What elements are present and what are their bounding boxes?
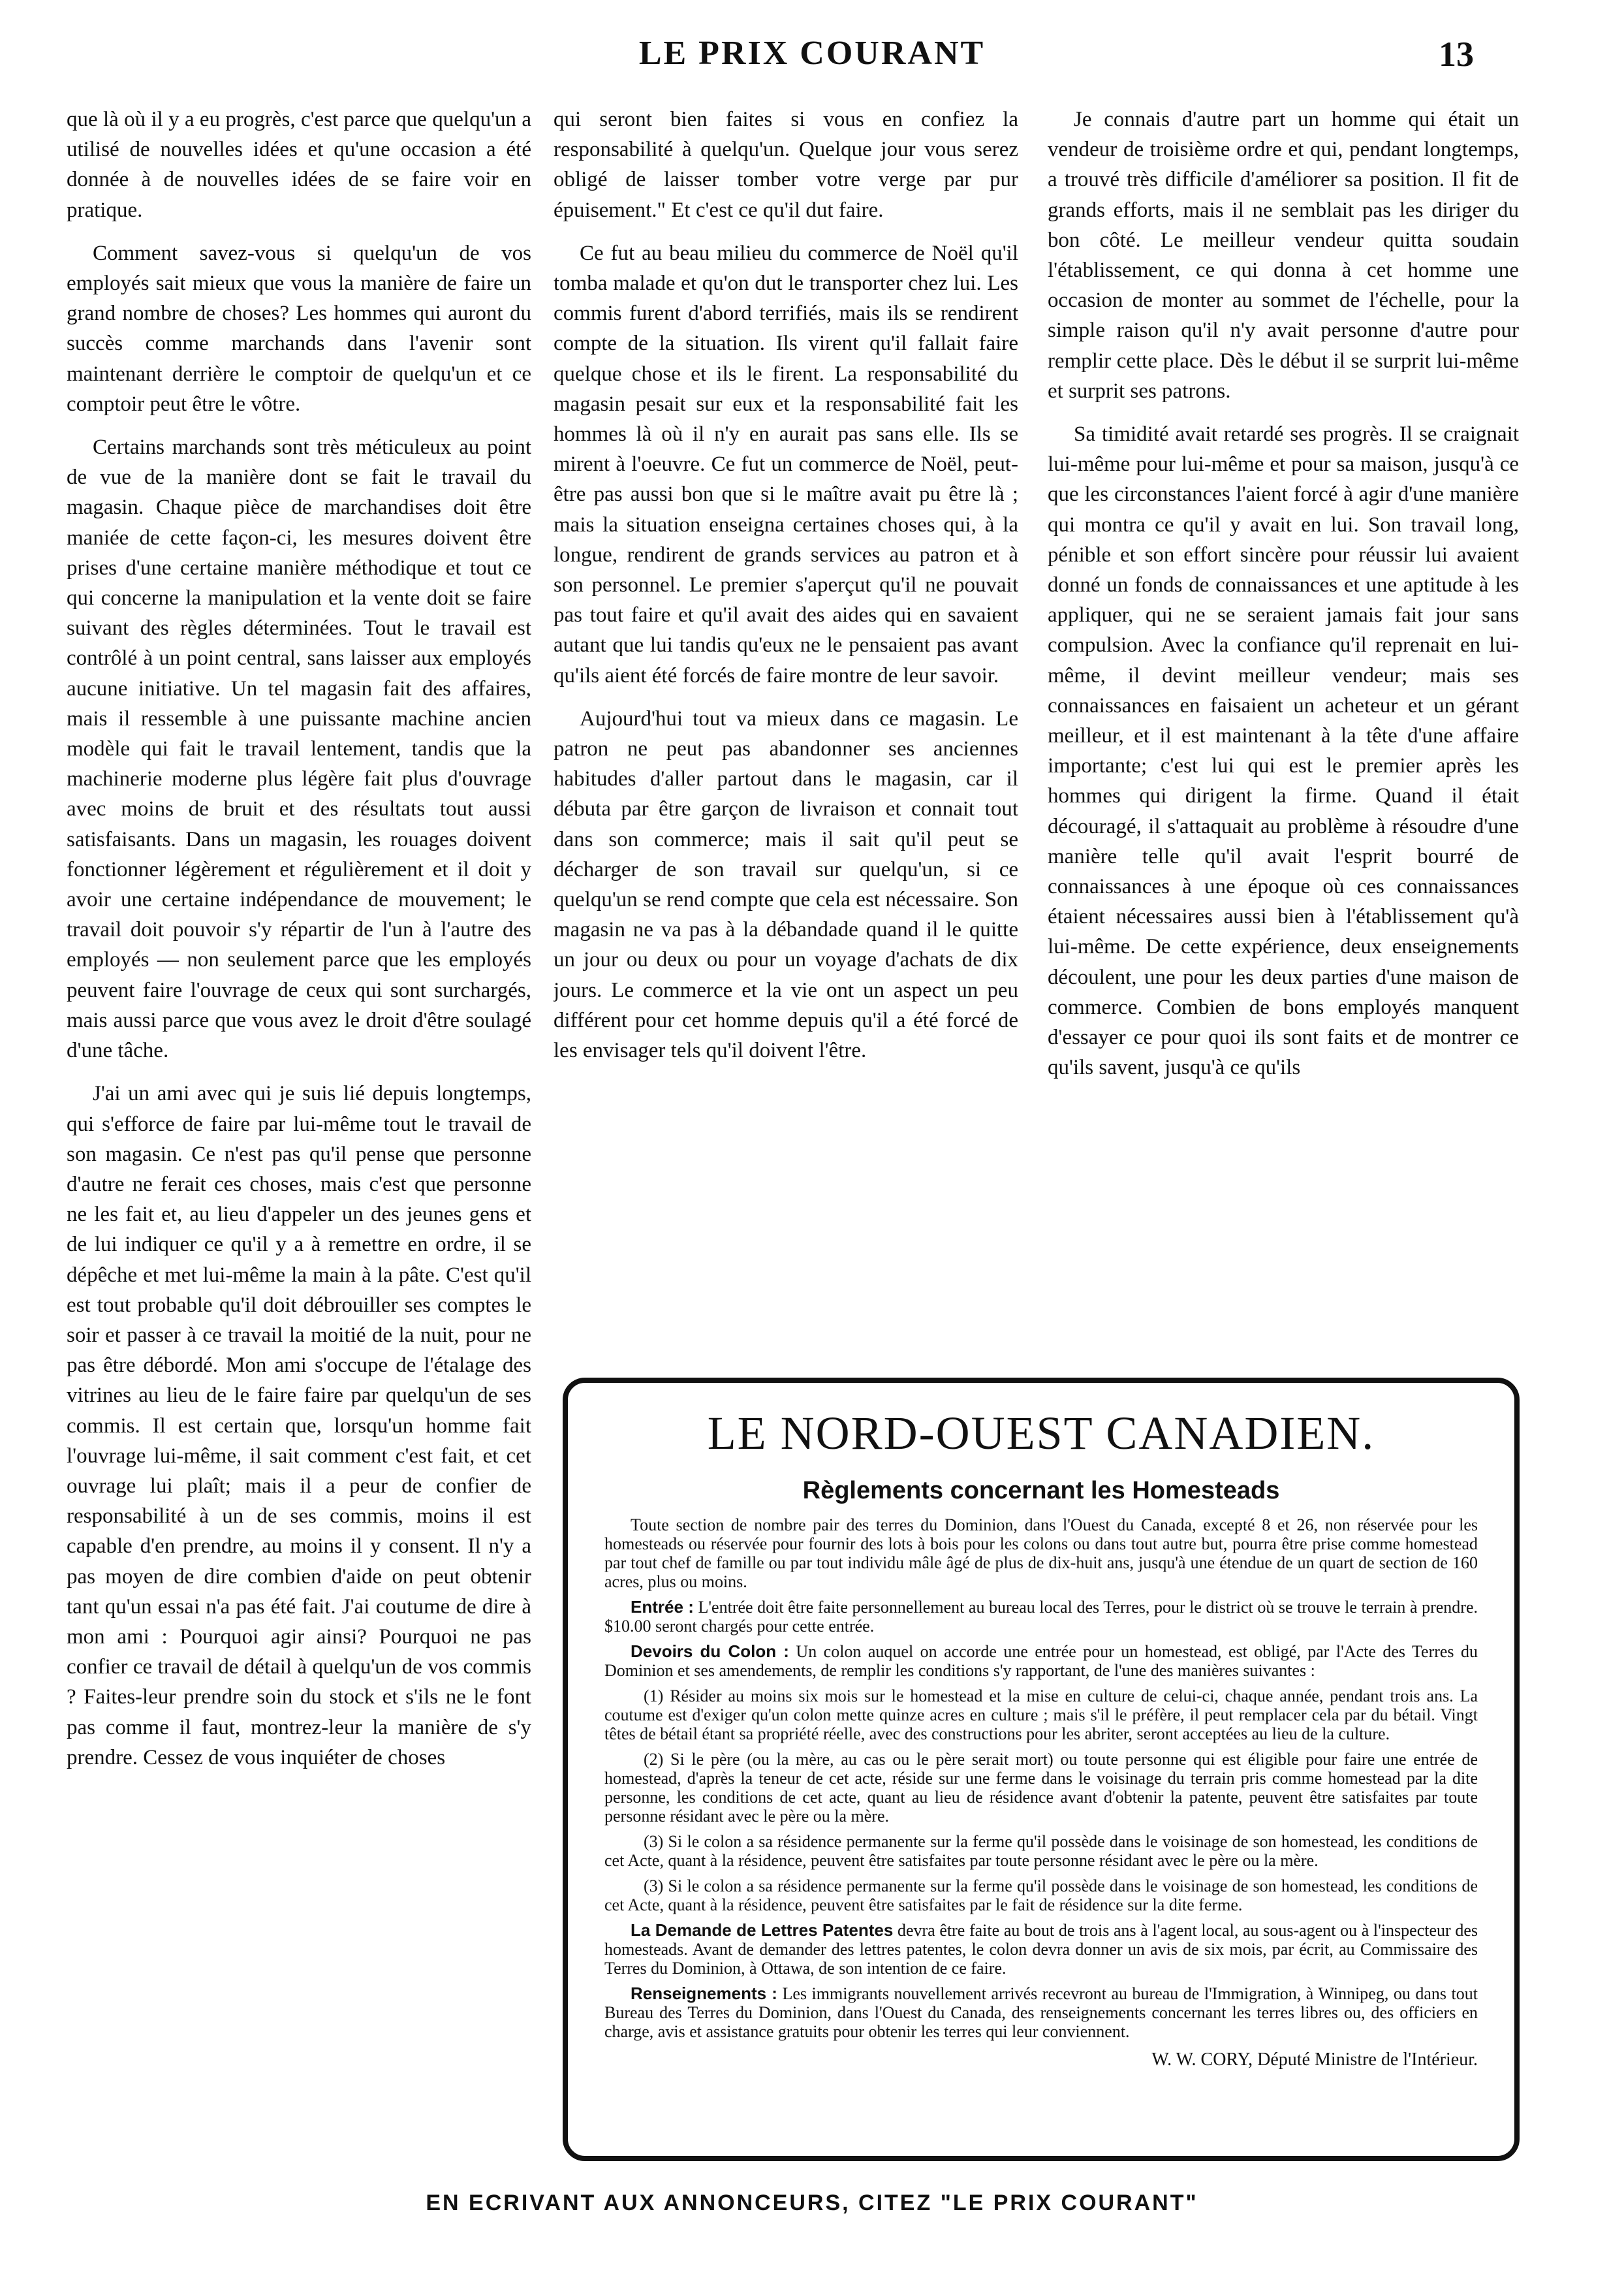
ad-condition: (1) Résider au moins six mois sur le homestead et la mise en culture de celui-ci, chaque année, pendant trois ans. La coutume est d'exiger qu'un colon mette quinze acres en culture ; mais s'il le préfère, il peut remplacer cela par du bétail. Vingt têtes de bétail étant sa propriété réelle, avec des constructions pour les abriter, seront acceptées au lieu de la culture. [604, 1686, 1478, 1743]
page-header [0, 34, 1624, 80]
page-footer: EN ECRIVANT AUX ANNONCEURS, CITEZ "LE PRIX COURANT" [426, 2191, 1198, 2215]
ad-label: Renseignements : [631, 1984, 777, 2003]
paragraph: qui seront bien faites si vous en confiez la responsabilité à quelqu'un. Quelque jour vous serez obligé de laisser tomber votre verge par pur épuisement." Et c'est ce qu'il dut faire. [554, 108, 1018, 222]
article-column-3 [1048, 104, 1519, 1345]
article-column-1 [67, 104, 531, 2181]
paragraph: Je connais d'autre part un homme qui était un vendeur de troisième ordre et qui, pendant longtemps, a trouvé très difficile d'améliorer sa position. Il fit de grands efforts, mais il ne semblait pas les diriger du bon côté. Le meilleur vendeur quitta soudain l'établissement, ce qui donna à cet homme une occasion de monter au sommet de l'échelle, pour la simple raison qu'il n'y avait personne d'autre pour remplir cette place. Dès le début il se surprit lui-même et surprit ses patrons. [1048, 108, 1519, 403]
paragraph: Certains marchands sont très méticuleux au point de vue de la manière dont se fait le travail du magasin. Chaque pièce de marchandises doit être maniée de cette façon-ci, les mesures doivent être prises d'une certaine manière méthodique et tout ce qui concerne la manipulation et la vente doit se faire suivant des règles déterminées. Tout le travail est contrôlé à un point central, sans laisser aux employés aucune initiative. Un tel magasin fait des affaires, mais il ressemble à une puissante machine ancien modèle qui fait le travail lentement, tandis que la machinerie moderne plus légère fait plus d'ouvrage avec moins de bruit et des résultats tout aussi satisfaisants. Dans un magasin, les rouages doivent fonctionner légèrement et régulièrement et il doit y avoir une certaine indépendance de mouvement; le travail doit pouvoir s'y répartir de l'un à l'autre des employés — non seulement parce que les employés peuvent faire l'ouvrage de ceux qui sont surchargés, mais aussi parce que vous avez le droit d'être soulagé d'une tâche. [67, 435, 531, 1063]
ad-text: Un colon auquel on accorde une entrée pour un homestead, est obligé, par l'Acte des Terres du Dominion et ses amendements, de remplir les conditions s'y rapportant, de l'une des manières suivantes : [604, 1642, 1478, 1680]
ad-condition: (2) Si le père (ou la mère, au cas ou le père serait mort) ou toute personne qui est éligible pour faire une entrée de homestead, d'après la teneur de cet acte, réside sur une ferme dans le voisinage du terrain pris comme homestead par la dite personne, les conditions de cet acte, quant au lieu de résidence avant d'obtenir la patente, peuvent être satisfaites par toute personne résidant avec le père ou la mère. [604, 1750, 1478, 1826]
ad-label: Devoirs du Colon : [631, 1641, 789, 1661]
ad-condition: (3) Si le colon a sa résidence permanente sur la ferme qu'il possède dans le voisinage de son homestead, les conditions de cet Acte, quant à la résidence, peuvent être satisfaites par toute personne résidant avec le père ou la mère. [604, 1832, 1478, 1870]
ad-text: Les immigrants nouvellement arrivés recevront au bureau de l'Immigration, à Winnipeg, ou dans tout Bureau des Terres du Dominion, dans l'Ouest du Canada, des renseignements concernant les terres libres ou, des officiers en charge, avis et assistance gratuits pour obtenir les terres qui leur conviennent. [604, 1984, 1478, 2041]
ad-condition: (3) Si le colon a sa résidence permanente sur la ferme qu'il possède dans le voisinage de son homestead, les conditions de cet Acte, quant à la résidence, peuvent être satisfaites par le fait de résidence sur la dite ferme. [604, 1876, 1478, 1914]
paragraph: que là où il y a eu progrès, c'est parce que quelqu'un a utilisé de nouvelles idées et qu'une occasion a été donnée à de nouvelles idées de se faire voir en pratique. [67, 108, 531, 222]
paragraph: Comment savez-vous si quelqu'un de vos employés sait mieux que vous la manière de faire un grand nombre de choses? Les hommes qui auront du succès comme marchands dans l'avenir sont maintenant derrière le comptoir de quelqu'un et ce comptoir peut être le vôtre. [67, 241, 531, 416]
ad-devoirs [604, 1642, 1478, 1680]
homestead-advertisement [563, 1378, 1520, 2161]
ad-signature: W. W. CORY, Député Ministre de l'Intérieur. [1151, 2049, 1478, 2070]
ad-intro: Toute section de nombre pair des terres du Dominion, dans l'Ouest du Canada, excepté 8 et 26, non réservée pour les homesteads ou réservée pour fournir des lots à bois pour les colons ou dans tout autre but, pourra être prise comme homestead par tout chef de famille ou par tout individu mâle âgé de plus de dix-huit ans, jusqu'à une étendue de un quart de section de 160 acres, plus ou moins. [604, 1515, 1478, 1591]
ad-title: LE NORD-OUEST CANADIEN. [707, 1407, 1375, 1459]
ad-renseignements [604, 1984, 1478, 2041]
page-number: 13 [1439, 35, 1474, 74]
paragraph: Aujourd'hui tout va mieux dans ce magasin. Le patron ne peut pas abandonner ses anciennes habitudes d'aller partout dans le magasin, car il débuta par être garçon de livraison et connait tout dans son commerce; mais il sait qu'il peut se décharger de son travail sur quelqu'un, si ce quelqu'un se rend compte que cela est nécessaire. Son magasin ne va pas à la débandade quand il le quitte un jour ou deux ou pour un voyage d'achats de dix jours. Le commerce et la vie ont un aspect un peu différent pour cet homme depuis qu'il a été forcé de les envisager tels qu'il doivent l'être. [554, 706, 1018, 1063]
paragraph: Ce fut au beau milieu du commerce de Noël qu'il tomba malade et qu'on dut le transporter chez lui. Les commis furent d'abord terrifiés, mais ils se rendirent compte de la situation. Ils virent qu'il fallait faire quelque chose et ils le firent. La responsabilité du magasin pesait sur eux et la responsabilité fait les hommes là où il n'y en aurait pas sans elle. Ils se mirent à l'oeuvre. Ce fut un commerce de Noël, peut-être pas aussi bon que si le maître avait pu être là ; mais la situation enseigna certaines choses qui, à la longue, rendirent de grands services au patron et à son personnel. Le premier s'aperçut qu'il ne pouvait pas tout faire et qu'il avait des aides qui en savaient autant que lui tandis qu'eux ne le pensaient pas avant qu'ils aient été forcés de faire montre de leur savoir. [554, 241, 1018, 688]
paragraph: J'ai un ami avec qui je suis lié depuis longtemps, qui s'efforce de faire par lui-même tout le travail de son magasin. Ce n'est pas qu'il pense que personne d'autre ne ferait ces choses, mais c'est que personne ne les fait et, au lieu d'appeler un des jeunes gens et de lui indiquer ce qu'il y a à remettre en ordre, il se dépêche et met lui-même la main à la pâte. C'est qu'il est tout probable qu'il doit débrouiller ses comptes le soir et passer à ce travail la moitié de la nuit, pour ne pas être débordé. Mon ami s'occupe de l'étalage des vitrines au lieu de le faire faire par quelqu'un de ses commis. Il est certain que, lorsqu'un homme fait l'ouvrage lui-même, il sait comment c'est fait, et cet ouvrage lui plaît; mais il a peur de confier de responsabilité à un de ses commis, moins il est capable d'en prendre, au moins il y consent. Il n'y a pas moyen de dire combien d'aide on peut obtenir tant qu'un essai n'a pas été fait. J'ai coutume de dire à mon ami : Pourquoi agir ainsi? Pourquoi ne pas confier ce travail de détail à quelqu'un de vos commis ? Faites-leur prendre soin du stock et s'ils ne le font pas comme il faut, montrez-leur la manière de s'y prendre. Cessez de vous inquiéter de choses [67, 1082, 531, 1769]
ad-subtitle: Règlements concernant les Homesteads [802, 1477, 1280, 1504]
paragraph: Sa timidité avait retardé ses progrès. Il se craignait lui-même pour lui-même et pour sa maison, jusqu'à ce que les circonstances l'aient forcé à agir d'une manière qui montra ce qu'il y avait en lui. Son travail long, pénible et son effort sincère pour réussir lui avaient donné un fonds de connaissances et une aptitude à les appliquer, qui ne se seraient jamais fait jour sans compulsion. Avec la confiance qu'il reprenait en lui-même, il devint meilleur vendeur; mais ses connaissances en faisaient un acheteur et un gérant meilleur, et il est maintenant à la tête d'une affaire importante; c'est lui qui est le premier après les hommes qui dirigent la firme. Quand il était découragé, il s'attaquait au problème à résoudre d'une manière telle qu'il avait l'esprit bourré de connaissances à une époque où ces connaissances étaient nécessaires aussi bien à l'établissement qu'à lui-même. De cette expérience, deux enseignements découlent, une pour les deux parties d'une maison de commerce. Combien de bons employés manquent d'essayer ce pour quoi ils sont faits et de montrer ce qu'ils savent, jusqu'à ce qu'ils [1048, 422, 1519, 1080]
ad-text: devra être faite au bout de trois ans à l'agent local, au sous-agent ou à l'inspecteur des homesteads. Avant de demander des lettres patentes, le colon devra donner un avis de six mois, par écrit, au Commissaire des Terres du Dominion, à Ottawa, de son intention de ce faire. [604, 1921, 1478, 1978]
ad-label: Entrée : [631, 1597, 694, 1617]
ad-entree [604, 1598, 1478, 1636]
ad-demande [604, 1921, 1478, 1978]
ad-text: L'entrée doit être faite personnellement au bureau local des Terres, pour le district où se trouve le terrain à prendre. $10.00 seront chargés pour cette entrée. [604, 1598, 1478, 1636]
ad-label: La Demande de Lettres Patentes [631, 1920, 894, 1940]
article-column-2 [554, 104, 1018, 1345]
publication-title: LE PRIX COURANT [638, 35, 986, 72]
